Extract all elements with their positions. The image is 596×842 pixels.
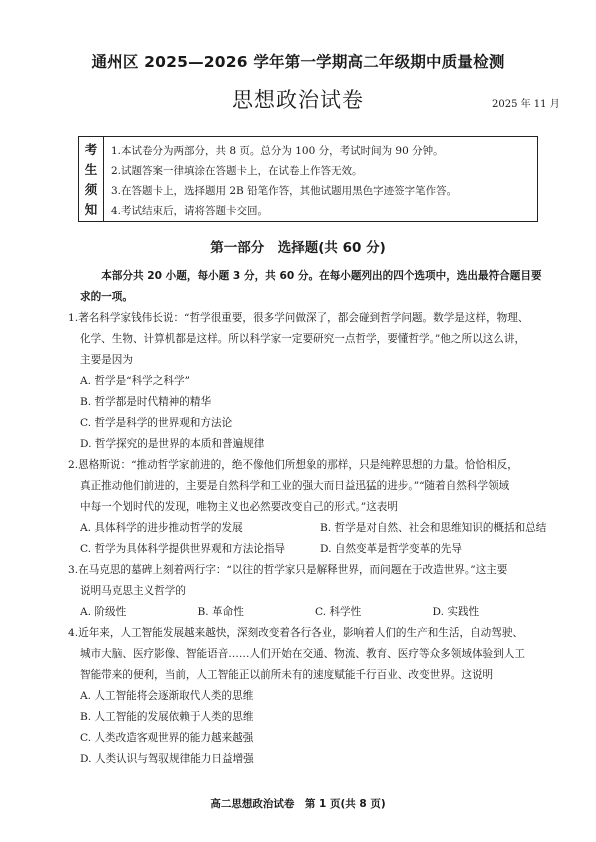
answer-option: B. 哲学都是时代精神的精华: [80, 396, 212, 408]
notice-item: 2.试题答案一律填涂在答题卡上，在试卷上作答无效。: [111, 165, 363, 177]
answer-option-row: [80, 518, 550, 539]
question-stem-line: 1.著名科学家钱伟长说：“哲学很重要，很多学问做深了，都会碰到哲学问题。数学是这样，物理、: [68, 312, 529, 324]
notice-item: 4.考试结束后，请将答题卡交回。: [111, 205, 269, 217]
question-3: [68, 560, 550, 623]
section-intro-line: 求的一项。: [80, 291, 133, 303]
question-stem-line: 2.恩格斯说：“推动哲学家前进的，绝不像他们所想象的那样，只是纯粹思想的力量。恰恰相反，: [68, 459, 518, 471]
answer-option: D. 人类认识与驾驭规律能力日益增强: [80, 753, 254, 765]
answer-option: C. 哲学是科学的世界观和方法论: [80, 417, 233, 429]
answer-option: A. 人工智能将会逐渐取代人类的思维: [80, 690, 254, 702]
answer-option: A. 具体科学的进步推动哲学的发展: [80, 522, 243, 534]
notice-label-char: 知: [84, 202, 98, 217]
answer-option: B. 革命性: [197, 606, 244, 618]
exam-title: 通州区 2025—2026 学年第一学期高二年级期中质量检测: [91, 53, 505, 71]
answer-option-row: [80, 602, 550, 623]
question-1: [68, 308, 550, 455]
page-footer: 高二思想政治试卷 第 1 页(共 8 页): [210, 798, 386, 810]
answer-option: C. 哲学为具体科学提供世界观和方法论指导: [80, 543, 286, 555]
question-2: [68, 455, 550, 560]
section-intro-line: 本部分共 20 小题，每小题 3 分，共 60 分。在每小题列出的四个选项中，选出最符合题目要: [101, 270, 542, 282]
question-stem-line: 4.近年来，人工智能发展越来越快，深刻改变着各行各业，影响着人们的生产和生活，自动驾驶、: [68, 627, 524, 639]
answer-option: A. 哲学是“科学之科学”: [80, 375, 190, 387]
question-stem-line: 主要是因为: [80, 354, 133, 366]
answer-option-row: [80, 539, 550, 560]
answer-option: B. 哲学是对自然、社会和思维知识的概括和总结: [320, 522, 547, 534]
question-stem-line: 真正推动他们前进的，主要是自然科学和工业的强大而日益迅猛的进步。”“随着自然科学领域: [80, 480, 510, 492]
section-intro: [80, 266, 550, 287]
section-intro: [80, 287, 550, 308]
exam-date: 2025 年 11 月: [492, 99, 560, 110]
answer-option: B. 人工智能的发展依赖于人类的思维: [80, 711, 254, 723]
answer-option: C. 科学性: [315, 606, 362, 618]
question-stem-line: 化学、生物、计算机都是这样。所以科学家一定要研究一点哲学，要懂哲学。”他之所以这么讲，: [80, 333, 526, 345]
answer-option: A. 阶级性: [80, 606, 127, 618]
answer-option: D. 实践性: [432, 606, 480, 618]
notice-label-char: 生: [84, 162, 98, 177]
notice-items: [104, 137, 537, 221]
examinee-notice-box: [78, 136, 538, 222]
notice-label-char: 须: [84, 182, 98, 197]
notice-item: 1.本试卷分为两部分，共 8 页。总分为 100 分，考试时间为 90 分钟。: [111, 145, 444, 157]
subject-title: 思想政治试卷: [232, 88, 364, 112]
notice-item: 3.在答题卡上，选择题用 2B 铅笔作答，其他试题用黑色字迹签字笔作答。: [111, 185, 458, 197]
section-heading: 第一部分 选择题(共 60 分): [210, 240, 386, 256]
question-stem-line: 智能带来的便利，当前，人工智能正以前所未有的速度赋能千行百业、改变世界。这说明: [80, 669, 494, 681]
answer-option: D. 自然变革是哲学变革的先导: [320, 543, 462, 555]
answer-option: C. 人类改造客观世界的能力越来越强: [80, 732, 254, 744]
question-stem-line: 城市大脑、医疗影像、智能语音……人们开始在交通、物流、教育、医疗等众多领域体验到人工: [80, 648, 525, 660]
answer-option: D. 哲学探究的是世界的本质和普遍规律: [80, 438, 265, 450]
question-4: [68, 623, 550, 770]
question-content: [68, 266, 550, 770]
question-stem-line: 3.在马克思的墓碑上刻着两行字：“以往的哲学家只是解释世界，而问题在于改造世界。”这主要: [68, 564, 508, 576]
question-stem-line: 说明马克思主义哲学的: [80, 585, 186, 597]
question-stem-line: 中每一个划时代的发现，唯物主义也必然要改变自己的形式。”这表明: [80, 501, 398, 513]
notice-label: [79, 137, 104, 221]
notice-label-char: 考: [84, 142, 98, 157]
